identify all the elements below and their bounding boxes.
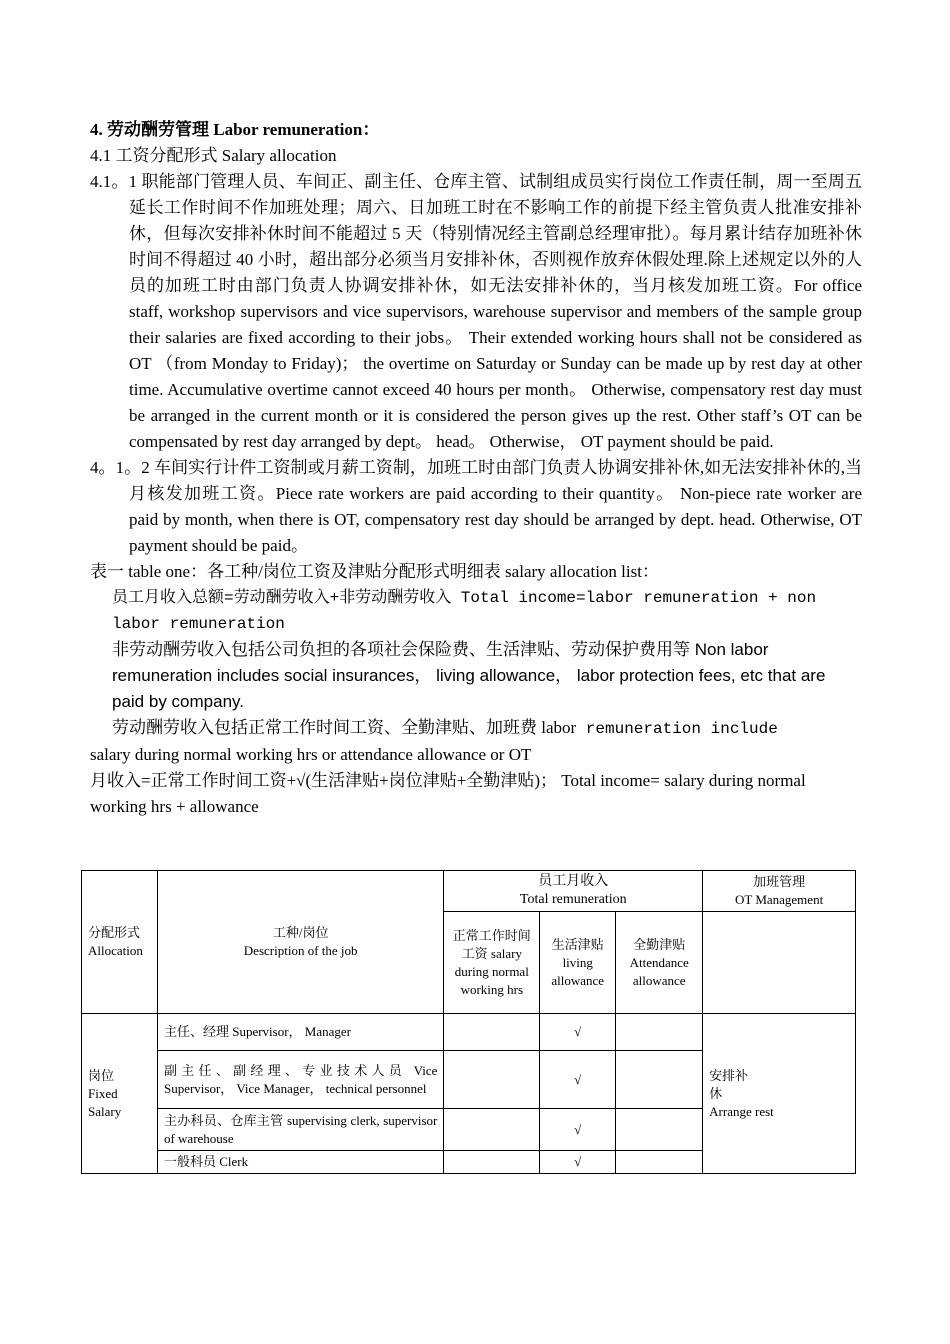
attendance-cell [616, 1151, 703, 1174]
header-job: 工种/岗位 Description of the job [157, 871, 443, 1014]
attendance-cell [616, 1109, 703, 1151]
paragraph-4-1-1: 4.1。1 职能部门管理人员、车间正、副主任、仓库主管、试制组成员实行岗位工作责任制，周一至周五延长工作时间不作加班处理；周六、日加班工时在不影响工作的前提下经主管负责人批准安排补休，但每次安排补休时间不能超过 5 天（特别情况经主管副总经理审批）。每月累计结存加班补休时间不得超过 40 小时，超出部分必须当月安排补休，否则视作放弃休假处理.除上述规定以外的人员的加班工时由部门负责人协调安排补休，如无法安排补休的，当月核发加班工资。For office staff, workshop supervisors and vice supervisors, warehouse supervisor and members of the sample group their salaries are fixed according to their jobs。 Their extended working hours shall not be considered as OT （from Monday to Friday)； the overtime on Saturday or Sunday can be made up by rest day at other time. Accumulative overtime cannot exceed 40 hours per month。 Otherwise, compensatory rest day must be arranged in the current month or it is considered the person gives up the rest. Other staff’s OT can be compensated by rest day arranged by dept。 head。 Otherwise， OT payment should be paid. [90, 172, 862, 451]
header-ot-blank [703, 912, 856, 1014]
job-cell: 一般科员 Clerk [157, 1151, 443, 1174]
labor-note-cont: salary during normal working hrs or attendance allowance or OT [90, 745, 532, 764]
section-heading: 4. 劳动酬劳管理 Labor remuneration： [90, 120, 380, 139]
labor-note-cn: 劳动酬劳收入包括正常工作时间工资、全勤津贴、加班费 labor [112, 718, 577, 737]
monthly-income-formula: 月收入=正常工作时间工资+√(生活津贴+岗位津贴+全勤津贴)； Total income= salary during normal working hrs + allowance [90, 771, 806, 816]
document-body [90, 117, 862, 820]
header-attendance-allowance: 全勤津贴 Attendance allowance [616, 912, 703, 1014]
header-normal-salary: 正常工作时间工资 salary during normal working hrs [444, 912, 540, 1014]
job-cell: 主办科员、仓库主管 supervising clerk, supervisor of warehouse [157, 1109, 443, 1151]
non-labor-note: 非劳动酬劳收入包括公司负担的各项社会保险费、生活津贴、劳动保护费用等 Non labor remuneration includes social insurances， living allowance， labor protection fees, etc that are paid by company. [112, 640, 826, 711]
header-ot-management: 加班管理 OT Management [703, 871, 856, 912]
living-cell: √ [540, 1014, 616, 1051]
salary-cell [444, 1109, 540, 1151]
attendance-cell [616, 1051, 703, 1109]
job-cell: 副主任、副经理、专业技术人员 Vice Supervisor， Vice Manager， technical personnel [157, 1051, 443, 1109]
labor-note [90, 715, 862, 742]
salary-cell [444, 1151, 540, 1174]
table-row [82, 1014, 856, 1051]
living-cell: √ [540, 1151, 616, 1174]
header-living-allowance: 生活津贴 living allowance [540, 912, 616, 1014]
salary-cell [444, 1051, 540, 1109]
paragraph-4-1-2: 4。1。2 车间实行计件工资制或月薪工资制，加班工时由部门负责人协调安排补休,如无法安排补休的,当月核发加班工资。Piece rate workers are paid according to their quantity。 Non-piece rate worker are paid by month, when there is OT, compensatory rest day should be arranged by dept. head. Otherwise, OT payment should be paid。 [90, 458, 862, 555]
living-cell: √ [540, 1109, 616, 1151]
subsection-4-1: 4.1 工资分配形式 Salary allocation [90, 146, 337, 165]
header-allocation: 分配形式 Allocation [82, 871, 158, 1014]
attendance-cell [616, 1014, 703, 1051]
labor-note-mono: remuneration include [576, 720, 778, 738]
group-fixed-salary: 岗位 Fixed Salary [82, 1014, 158, 1174]
living-cell: √ [540, 1051, 616, 1109]
header-total-remuneration: 员工月收入 Total remuneration [444, 871, 703, 912]
total-income-formula: 员工月收入总额=劳动酬劳收入+非劳动酬劳收入 Total income=labor remuneration + non labor remuneration [112, 589, 817, 633]
table-title: 表一 table one：各工种/岗位工资及津贴分配形式明细表 salary allocation list： [90, 562, 659, 581]
salary-cell [444, 1014, 540, 1051]
job-cell: 主任、经理 Supervisor， Manager [157, 1014, 443, 1051]
ot-arrange-rest: 安排补 休 Arrange rest [703, 1014, 856, 1174]
salary-allocation-table [81, 870, 856, 1174]
